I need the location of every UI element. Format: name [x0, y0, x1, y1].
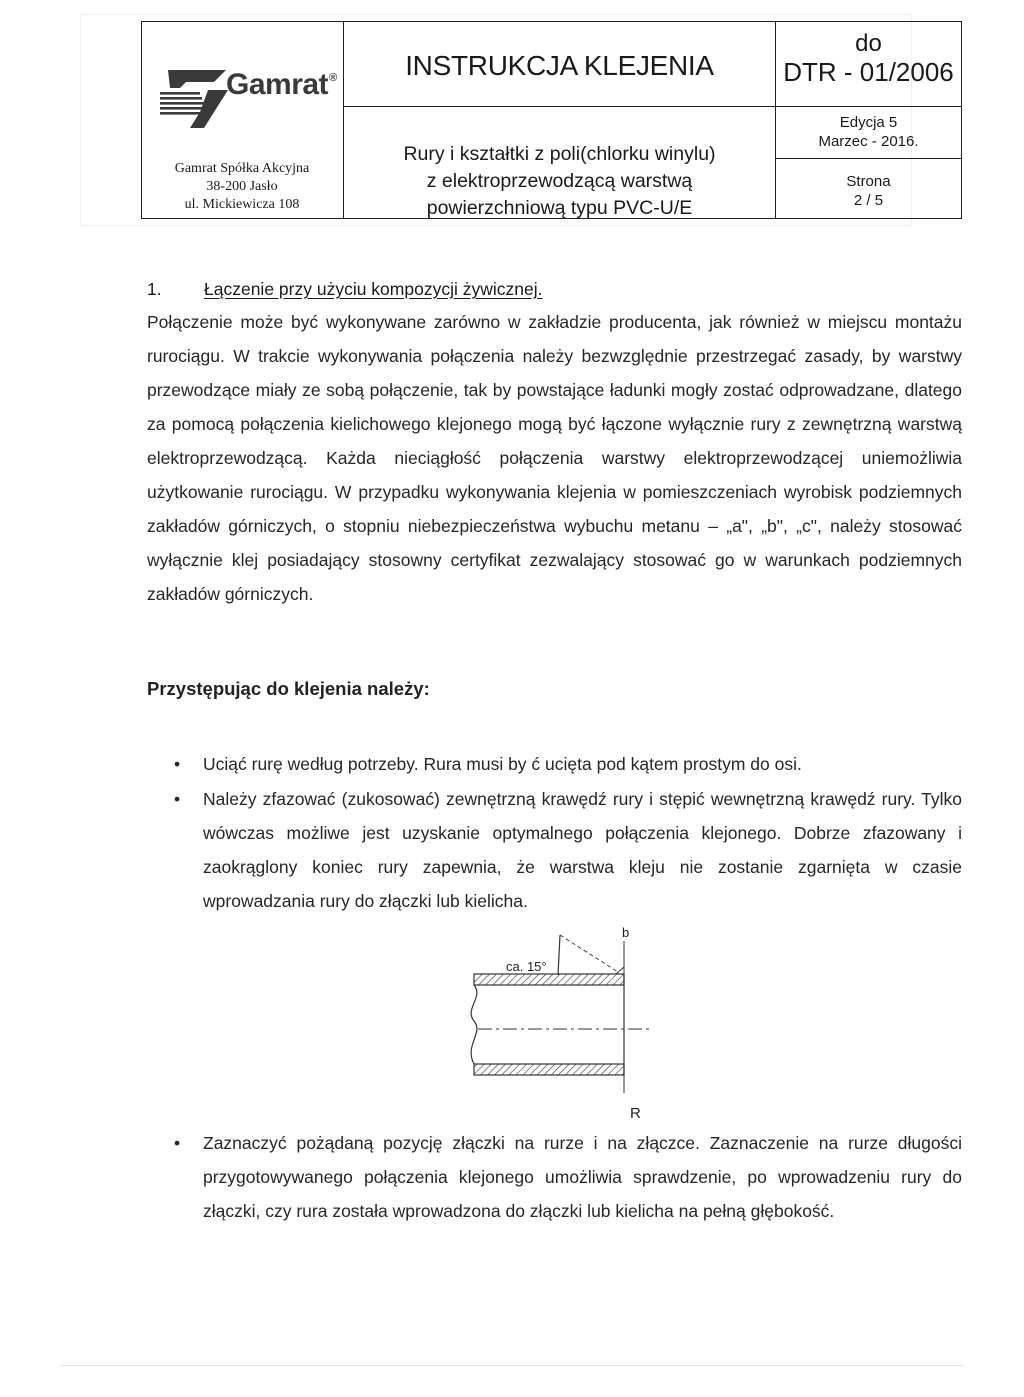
logo-wordmark: Gamrat®: [226, 68, 337, 101]
page-label: Strona: [846, 173, 891, 190]
company-address: [142, 160, 342, 214]
bullet-icon: •: [174, 789, 181, 809]
document-header: [141, 21, 962, 219]
document-subtitle: Rury i kształtki z poli(chlorku winylu) z elektroprzewodzącą warstwą powierzchniową typu PVC-U/E: [403, 143, 716, 219]
pipe-wall-bottom: [474, 1064, 624, 1075]
gamrat-logo-icon: [152, 68, 232, 140]
section-paragraph: Połączenie może być wykonywane zarówno w zakładzie producenta, jak również w miejscu montażu rurociągu. W trakcie wykonywania połączenia należy bezwzględnie przestrzegać zasady, by warstwy przewodzące miały ze sobą połączenie, tak by powstające ładunki mogły zostać odprowadzane, dlatego za pomocą połączenia kielichowego klejonego mogą być łączone wyłącznie rury z zewnętrzną warstwą elektroprzewodzącą. Każda nieciągłość połączenia warstwy elektroprzewodzącej uniemożliwia użytkowanie rurociągu. W przypadku wykonywania klejenia w pomieszczeniach wyrobisk podziemnych zakładów górniczych, o stopniu niebezpieczeństwa wybuchu metanu – „a", „b", „c", należy stosować wyłącznie klej posiadający stosowny certyfikat zezwalający stosować go w warunkach podziemnych zakładów górniczych.: [147, 312, 962, 604]
doc-divider-2: [776, 158, 961, 159]
title-divider: [344, 106, 775, 107]
company-street: ul. Mickiewicza 108: [184, 197, 300, 212]
angle-guide: [560, 935, 618, 972]
page-bottom-edge: [60, 1365, 964, 1366]
label-angle: ca. 15°: [506, 959, 547, 974]
page-number: 2 / 5: [853, 192, 884, 209]
pipe-wall-top: [474, 974, 624, 985]
doc-number: DTR - 01/2006: [783, 57, 954, 87]
steps-list: [163, 747, 962, 918]
list-item: • Uciąć rurę według potrzeby. Rura musi by ć ucięta pod kątem prostym do osi.: [163, 747, 962, 781]
bullet-icon: •: [174, 754, 181, 774]
edition-date: Marzec - 2016.: [818, 133, 919, 150]
doc-prefix: do: [855, 30, 882, 57]
label-r: R: [630, 1105, 641, 1122]
list-item: • Należy zfazować (zukosować) zewnętrzną krawędź rury i stępić wewnętrzną krawędź rury. Tylko wówczas możliwe jest uzyskanie optymalnego połączenia klejonego. Dobrze zfazowany i zaokrąglony koniec rury zapewnia, że warstwa kleju nie zostanie zgarnięta w czasie wprowadzania rury do złączki lub kielicha.: [163, 782, 962, 918]
section-heading: [147, 279, 542, 300]
document-title: INSTRUKCJA KLEJENIA: [405, 50, 714, 81]
section-number: 1.: [147, 279, 162, 299]
edition-label: Edycja 5: [839, 114, 898, 131]
bullet-icon: •: [174, 1133, 181, 1153]
label-b: b: [622, 925, 630, 940]
angle-arrow: [558, 935, 560, 975]
company-city: 38-200 Jasło: [206, 179, 278, 194]
company-name: Gamrat Spółka Akcyjna: [174, 161, 310, 176]
chamfer-edge: [616, 967, 624, 974]
section-title: Łączenie przy użyciu kompozycji żywicznej.: [204, 279, 543, 299]
pipe-break-line: [471, 985, 477, 1064]
edition-info: [776, 113, 961, 151]
title-cell: [344, 22, 776, 218]
steps-lead: Przystępując do klejenia należy:: [147, 678, 430, 699]
pipe-chamfer-diagram: [440, 917, 670, 1127]
logo-cell: [142, 22, 344, 218]
page-info: [776, 172, 961, 210]
doc-info-cell: [776, 22, 961, 218]
steps-list-continued: [163, 1126, 962, 1228]
doc-divider-1: [776, 106, 961, 107]
list-item: • Zaznaczyć pożądaną pozycję złączki na rurze i na złączce. Zaznaczenie na rurze długości przygotowywanego połączenia klejonego umożliwia sprawdzenie, po wprowadzeniu rury do złączki, czy rura została wprowadzona do złączki lub kielicha na pełną głębokość.: [163, 1126, 962, 1228]
